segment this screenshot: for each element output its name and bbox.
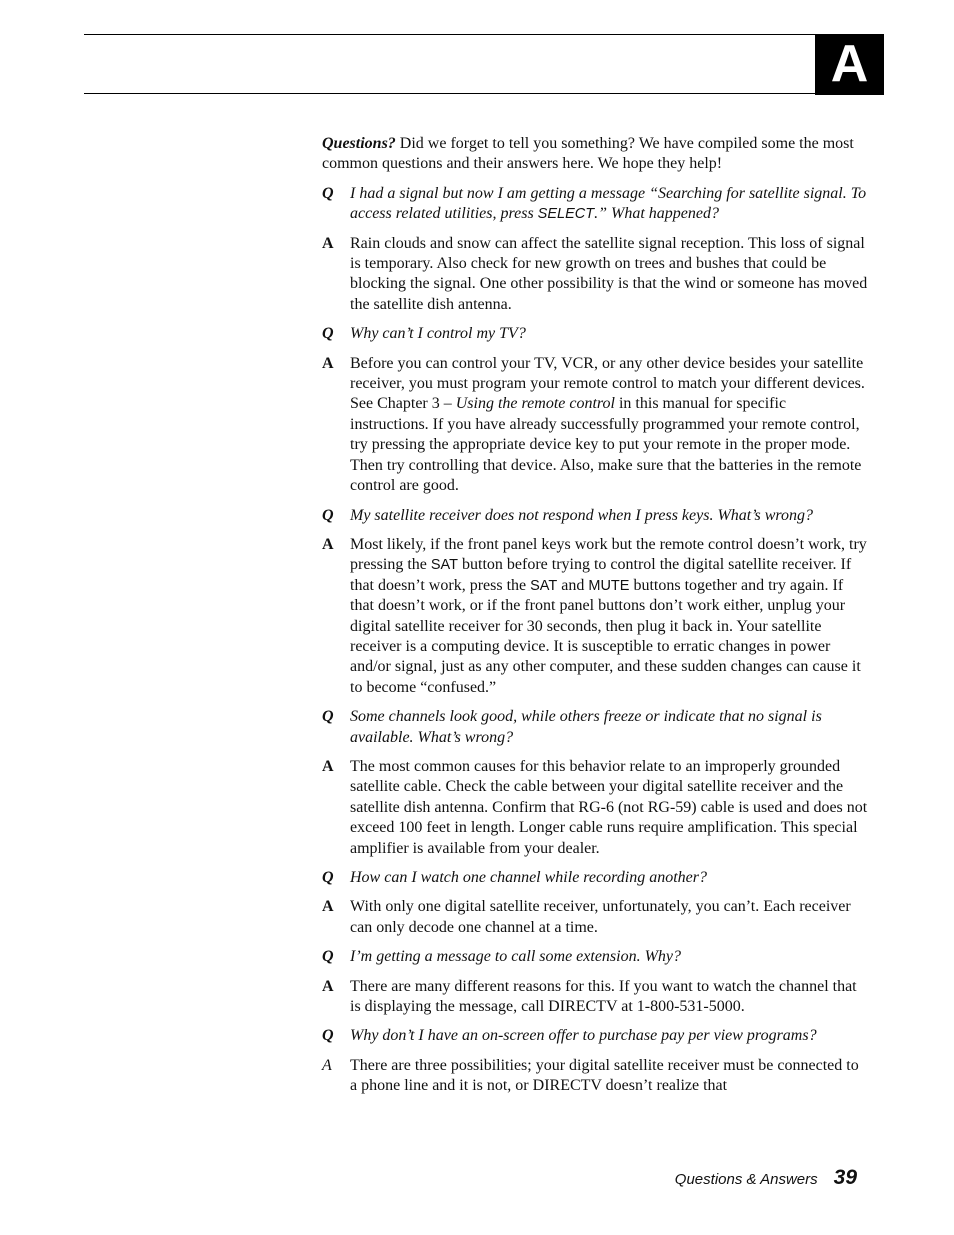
answer-text [350, 535, 868, 698]
question-text: Why can’t I control my TV? [350, 325, 526, 343]
q-marker: Q [322, 325, 334, 343]
q-marker: Q [322, 506, 334, 524]
page-footer [675, 1166, 857, 1190]
answer-text: With only one digital satellite receiver, unfortunately, you can’t. Each receiver can only decode one channel at a time. [350, 898, 851, 936]
question-text-part: I had a signal but now I am getting a message “Searching for satellite signal. To access related utilities, press [350, 184, 867, 223]
q-marker: Q [322, 1027, 334, 1045]
question-text: How can I watch one channel while recording another? [350, 869, 707, 886]
question-3 [322, 506, 868, 526]
intro-paragraph [322, 134, 868, 175]
page-number: 39 [833, 1166, 857, 1189]
chapter-reference: Using the remote control [455, 395, 615, 413]
answer-3 [322, 535, 868, 698]
a-marker: A [322, 354, 334, 372]
a-marker: A [322, 234, 334, 252]
answer-4 [322, 757, 868, 859]
question-2 [322, 324, 868, 344]
question-text: My satellite receiver does not respond when I press keys. What’s wrong? [350, 506, 814, 524]
answer-text-part: Before you can control your TV, VCR, or any other device besides your satellite receiver, you must program your remote control to match your different devices. See Chapter 3 – [350, 354, 865, 413]
answer-7 [322, 1056, 868, 1097]
question-text: Some channels look good, while others freeze or indicate that no signal is available. What’s wrong? [350, 708, 822, 746]
question-text [350, 184, 868, 225]
a-marker: A [322, 1056, 332, 1074]
a-marker: A [322, 757, 334, 775]
a-marker: A [322, 977, 334, 995]
question-6 [322, 947, 868, 967]
qa-content [322, 134, 868, 1106]
question-text-part: .” What happened? [594, 205, 719, 223]
appendix-tab: A [815, 34, 884, 95]
answer-text: The most common causes for this behavior relate to an improperly grounded satellite cable. Check the cable between your digital satellite receiver and the satellite dish antenna. Confirm that RG-6 (not RG-59) cable is used and does not exceed 100 feet in length. Longer cable runs require amplification. This special amplifier is available from your dealer. [350, 757, 868, 857]
answer-text-part: Most likely, if the front panel keys work but the remote control doesn’t work, try pressing the [350, 535, 867, 574]
answer-text [350, 354, 868, 497]
q-marker: Q [322, 184, 334, 202]
key-label-sat: SAT [530, 577, 558, 594]
answer-text-part: in this manual for specific instructions. If you have already successfully programmed your remote control, try pressing the appropriate device key to put your remote in the proper mode. Then try controlling that device. Also, make sure that the batteries in the remote control are good. [350, 395, 862, 495]
question-4 [322, 707, 868, 748]
answer-2 [322, 354, 868, 497]
key-label-select: SELECT [537, 206, 595, 223]
question-5 [322, 868, 868, 888]
question-text: I’m getting a message to call some extension. Why? [350, 948, 682, 966]
q-marker: Q [322, 708, 334, 726]
q-marker: Q [322, 869, 334, 886]
answer-1 [322, 234, 868, 316]
answer-6 [322, 977, 868, 1018]
intro-text: Did we forget to tell you something? We have compiled some the most common questions and their answers here. We hope they help! [322, 135, 854, 173]
answer-text: Rain clouds and snow can affect the satellite signal reception. This loss of signal is temporary. Also check for new growth on trees and bushes that could be blocking the signal. One other possibility is that the wind or someone has moved the satellite dish antenna. [350, 234, 868, 313]
answer-text: There are three possibilities; your digital satellite receiver must be connected to a phone line and it is not, or DIRECTV doesn’t realize that [350, 1056, 859, 1095]
answer-text-part: buttons together and try again. If that doesn’t work, or if the front panel buttons don’t work either, unplug your digital satellite receiver for 30 seconds, then plug it back in. Your satellite receiver is a computing device. It is susceptible to erratic changes in power and/or signal, just as any other computer, and these sudden changes can cause it to become “confused.” [350, 576, 861, 696]
answer-text: There are many different reasons for this. If you want to watch the channel that is displaying the message, call DIRECTV at 1-800-531-5000. [350, 977, 857, 1016]
intro-lead: Questions? [322, 135, 396, 152]
answer-text-part: button before trying to control the digital satellite receiver. If that doesn’t work, press the [350, 556, 852, 594]
question-1 [322, 184, 868, 225]
answer-text-part: and [557, 576, 589, 594]
a-marker: A [322, 535, 334, 553]
answer-5 [322, 897, 868, 938]
question-7 [322, 1026, 868, 1046]
key-label-sat: SAT [430, 557, 458, 574]
header-rule-top [84, 34, 816, 35]
key-label-mute: MUTE [588, 577, 630, 594]
footer-section-title: Questions & Answers [674, 1171, 818, 1188]
header-rule-bottom [84, 93, 816, 94]
a-marker: A [322, 898, 334, 916]
question-text: Why don’t I have an on-screen offer to purchase pay per view programs? [350, 1027, 817, 1045]
q-marker: Q [322, 948, 334, 966]
